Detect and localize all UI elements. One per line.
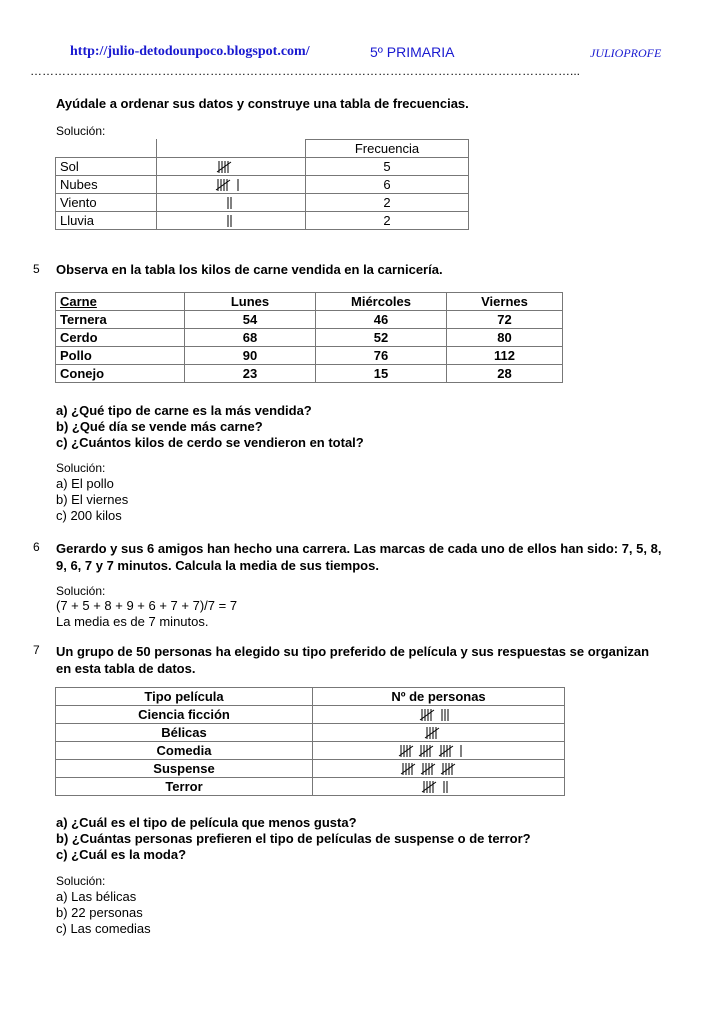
question: a) ¿Qué tipo de carne es la más vendida? — [56, 403, 312, 418]
meat-label: Pollo — [56, 347, 185, 365]
prompt-line: 9, 6, 7 y 7 minutos. Calcula la media de sus tiempos. — [56, 558, 379, 573]
question: c) ¿Cuántos kilos de cerdo se vendieron en total? — [56, 435, 364, 450]
movie-type-label: Ciencia ficción — [56, 706, 313, 724]
kilos-value: 76 — [316, 347, 447, 365]
table-row — [56, 688, 565, 706]
col-header-personas: Nº de personas — [313, 688, 565, 706]
ex4-solution-label: Solución: — [56, 124, 106, 138]
table-cell — [56, 140, 157, 158]
ex7-answers — [56, 889, 151, 937]
ex4-prompt: Ayúdale a ordenar sus datos y construye una tabla de frecuencias. — [56, 96, 469, 111]
table-row — [56, 194, 469, 212]
answer: a) Las bélicas — [56, 889, 137, 904]
kilos-value: 28 — [447, 365, 563, 383]
table-row — [56, 329, 563, 347]
tally-marks-icon — [400, 762, 478, 776]
answer: a) El pollo — [56, 476, 114, 491]
table-row — [56, 311, 563, 329]
tally-marks-icon — [216, 160, 246, 174]
table-row — [56, 724, 565, 742]
tally-marks-icon — [398, 744, 479, 758]
answer: b) 22 personas — [56, 905, 143, 920]
ex5-number: 5 — [33, 262, 40, 276]
table-row — [56, 706, 565, 724]
table-row — [56, 158, 469, 176]
movie-type-label: Comedia — [56, 742, 313, 760]
table-row — [56, 742, 565, 760]
meat-label: Ternera — [56, 311, 185, 329]
ex5-questions — [56, 403, 364, 451]
table-row — [56, 778, 565, 796]
kilos-value: 112 — [447, 347, 563, 365]
kilos-value: 80 — [447, 329, 563, 347]
weather-label: Nubes — [56, 176, 157, 194]
ex6-solution-label: Solución: — [56, 584, 106, 598]
ex5-meat-table — [55, 292, 563, 383]
kilos-value: 72 — [447, 311, 563, 329]
table-row — [56, 365, 563, 383]
ex6-number: 6 — [33, 540, 40, 554]
table-row — [56, 140, 469, 158]
kilos-value: 68 — [185, 329, 316, 347]
freq-header: Frecuencia — [306, 140, 469, 158]
prompt-line: Gerardo y sus 6 amigos han hecho una carrera. Las marcas de cada uno de ellos han sido: 7, 5, 8, — [56, 541, 662, 556]
movie-type-label: Terror — [56, 778, 313, 796]
answer: (7 + 5 + 8 + 9 + 6 + 7 + 7)/7 = 7 — [56, 598, 238, 613]
tally-cell — [313, 706, 565, 724]
prompt-line: en esta tabla de datos. — [56, 661, 196, 676]
ex7-number: 7 — [33, 643, 40, 657]
tally-marks-icon — [419, 708, 458, 722]
kilos-value: 46 — [316, 311, 447, 329]
tally-marks-icon — [225, 196, 237, 210]
table-row — [56, 347, 563, 365]
ex7-solution-label: Solución: — [56, 874, 106, 888]
ex5-prompt: Observa en la tabla los kilos de carne vendida en la carnicería. — [56, 262, 443, 277]
table-row — [56, 176, 469, 194]
tally-cell — [313, 742, 565, 760]
frequency-value: 2 — [306, 194, 469, 212]
kilos-value: 90 — [185, 347, 316, 365]
tally-cell — [157, 212, 306, 230]
meat-label: Conejo — [56, 365, 185, 383]
header-author: JULIOPROFE — [590, 46, 662, 60]
ex6-prompt — [56, 540, 661, 574]
ex5-answers — [56, 476, 128, 524]
ex7-prompt — [56, 643, 649, 677]
ex6-answers — [56, 598, 237, 630]
frequency-value: 2 — [306, 212, 469, 230]
kilos-value: 54 — [185, 311, 316, 329]
col-header-lunes: Lunes — [185, 293, 316, 311]
answer: b) El viernes — [56, 492, 129, 507]
tally-cell — [157, 158, 306, 176]
header-separator: ………………………………………………………………………………………………………………………... — [30, 64, 581, 78]
meat-label: Cerdo — [56, 329, 185, 347]
weather-label: Sol — [56, 158, 157, 176]
frequency-value: 5 — [306, 158, 469, 176]
col-header-carne: Carne — [56, 293, 185, 311]
tally-marks-icon — [424, 726, 454, 740]
col-header-viernes: Viernes — [447, 293, 563, 311]
question: b) ¿Cuántas personas prefieren el tipo de películas de suspense o de terror? — [56, 831, 531, 846]
kilos-value: 15 — [316, 365, 447, 383]
table-cell — [157, 140, 306, 158]
weather-label: Viento — [56, 194, 157, 212]
col-header-miercoles: Miércoles — [316, 293, 447, 311]
tally-cell — [157, 176, 306, 194]
weather-label: Lluvia — [56, 212, 157, 230]
ex5-solution-label: Solución: — [56, 461, 106, 475]
table-row — [56, 760, 565, 778]
tally-marks-icon — [215, 178, 248, 192]
kilos-value: 23 — [185, 365, 316, 383]
question: a) ¿Cuál es el tipo de película que menos gusta? — [56, 815, 357, 830]
answer: c) Las comedias — [56, 921, 151, 936]
ex7-questions — [56, 815, 531, 863]
prompt-line: Un grupo de 50 personas ha elegido su tipo preferido de película y sus respuestas se organizan — [56, 644, 650, 659]
tally-cell — [313, 760, 565, 778]
header-level: 5º PRIMARIA — [370, 44, 455, 60]
kilos-value: 52 — [316, 329, 447, 347]
frequency-value: 6 — [306, 176, 469, 194]
header-url[interactable]: http://julio-detodounpoco.blogspot.com/ — [70, 44, 310, 59]
question: c) ¿Cuál es la moda? — [56, 847, 187, 862]
tally-cell — [313, 778, 565, 796]
table-row — [56, 293, 563, 311]
answer: c) 200 kilos — [56, 508, 122, 523]
tally-marks-icon — [421, 780, 457, 794]
ex7-movie-table — [55, 687, 565, 796]
question: b) ¿Qué día se vende más carne? — [56, 419, 263, 434]
table-row — [56, 212, 469, 230]
ex4-frequency-table — [55, 139, 469, 230]
tally-cell — [157, 194, 306, 212]
col-header-tipo: Tipo película — [56, 688, 313, 706]
movie-type-label: Suspense — [56, 760, 313, 778]
movie-type-label: Bélicas — [56, 724, 313, 742]
tally-marks-icon — [225, 214, 237, 228]
answer: La media es de 7 minutos. — [56, 614, 209, 629]
tally-cell — [313, 724, 565, 742]
